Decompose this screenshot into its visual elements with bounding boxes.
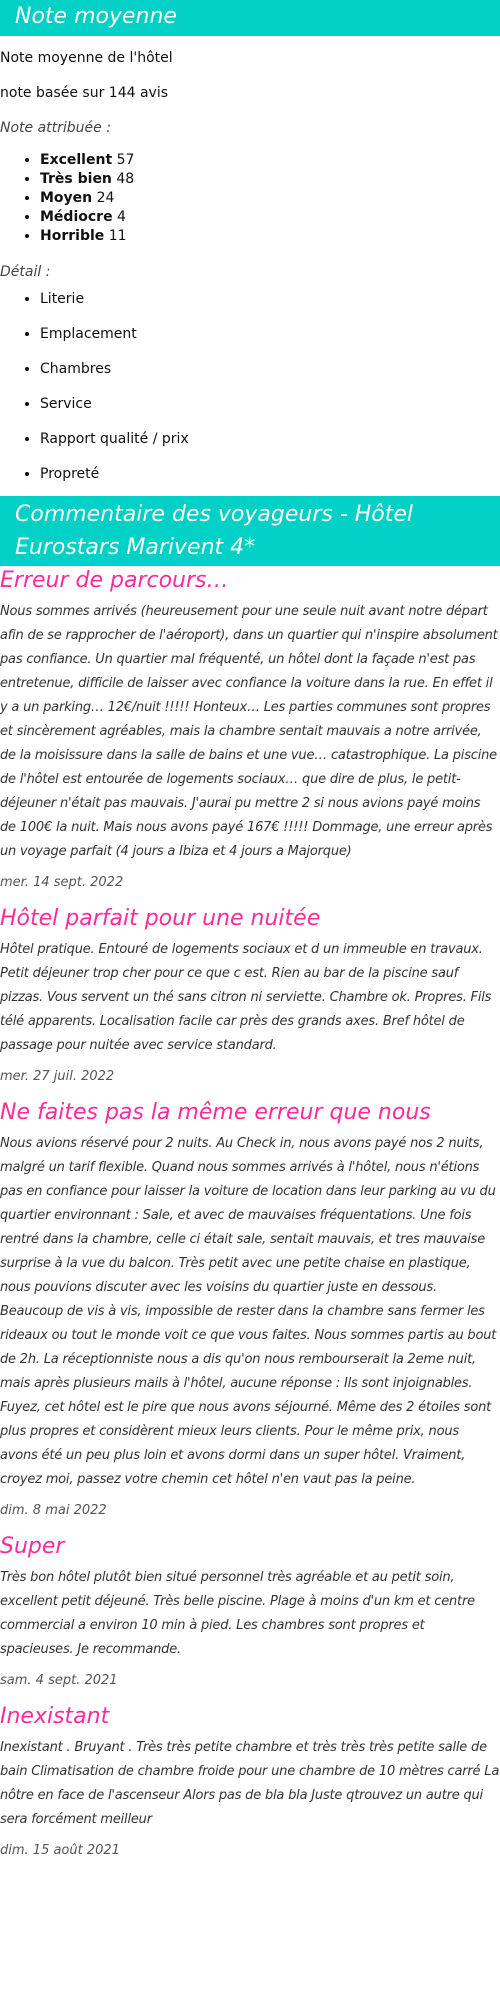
detail-item: • Rapport qualité / prix	[40, 430, 500, 448]
comments-section	[0, 496, 500, 1860]
ratings-list	[0, 151, 500, 246]
details-list	[0, 290, 500, 483]
rating-label: Horrible	[40, 228, 105, 244]
review-title: Super	[0, 1534, 65, 1559]
rating-section	[0, 0, 500, 483]
review-date: mer. 27 juil. 2022	[0, 1069, 115, 1084]
rating-item	[40, 151, 500, 170]
review-title: Erreur de parcours…	[0, 568, 229, 593]
review-date: dim. 8 mai 2022	[0, 1503, 107, 1518]
rating-count: 4	[117, 209, 126, 225]
review-body: Très bon hôtel plutôt bien situé personnel très agréable et au petit soin, excellent petit déjeuné. Très belle piscine. Plage à moins d'un km et centre commercial a environ 10 min à pied. Les chambres sont propres et spacieuses. Je recommande.	[0, 1570, 475, 1657]
rating-label: Excellent	[40, 152, 113, 168]
review-date: mer. 14 sept. 2022	[0, 875, 124, 890]
rating-item	[40, 189, 500, 208]
rating-label: Moyen	[40, 190, 93, 206]
detail-item: • Service	[40, 395, 500, 413]
review	[0, 1098, 500, 1520]
review-date: sam. 4 sept. 2021	[0, 1673, 118, 1688]
ratings-label: Note attribuée :	[0, 120, 111, 136]
rating-item	[40, 227, 500, 246]
review-body: Nous sommes arrivés (heureusement pour une seule nuit avant notre départ afin de se rapprocher de l'aéroport), dans un quartier qui n'inspire absolument pas confiance. Un quartier mal fréquenté, un hôtel dont la façade n'est pas entretenue, difficile de laisser avec confiance la voiture dans la rue. En effet il y a un parking… 12€/nuit !!!!! Honteux… Les parties communes sont propres et sincèrement agréables, mais la chambre sentait mauvais a notre arrivée, de la moisissure dans la salle de bains et une vue… catastrophique. La piscine de l'hôtel est entourée de logements sociaux… que dire de plus, le petit-déjeuner n'était pas mauvais. J'aurai pu mettre 2 si nous avions payé moins de 100€ la nuit. Mais nous avons payé 167€ !!!!! Dommage, une erreur après un voyage parfait (4 jours a Ibiza et 4 jours a Majorque)	[0, 604, 498, 859]
review	[0, 904, 500, 1086]
review-title: Hôtel parfait pour une nuitée	[0, 906, 321, 931]
rating-item	[40, 208, 500, 227]
review-date: dim. 15 août 2021	[0, 1843, 120, 1858]
rating-count: 11	[108, 228, 127, 244]
rating-count: 57	[116, 152, 135, 168]
rating-count: 48	[116, 171, 135, 187]
hotel-rating-label: Note moyenne de l'hôtel	[0, 50, 173, 66]
detail-item: • Literie	[40, 290, 500, 308]
rating-label: Très bien	[40, 171, 112, 187]
review-title: Ne faites pas la même erreur que nous	[0, 1100, 431, 1125]
rating-count: 24	[96, 190, 115, 206]
review-body: Inexistant . Bruyant . Très très petite chambre et très très très petite salle de bain Climatisation de chambre froide pour une chambre de 10 mètres carré La nôtre en face de l'ascenseur Alors pas de bla bla Juste qtrouvez un autre qui sera forcément meilleur	[0, 1740, 500, 1827]
detail-item: • Propreté	[40, 465, 500, 483]
review-title: Inexistant	[0, 1704, 110, 1729]
review	[0, 566, 500, 892]
review-count: note basée sur 144 avis	[0, 85, 169, 101]
review	[0, 1702, 500, 1860]
rating-item	[40, 170, 500, 189]
rating-section-header: Note moyenne	[0, 0, 500, 36]
review-body: Hôtel pratique. Entouré de logements sociaux et d un immeuble en travaux. Petit déjeuner trop cher pour ce que c est. Rien au bar de la piscine sauf pizzas. Vous servent un thé sans citron ni serviette. Chambre ok. Propres. Fils télé apparents. Localisation facile car près des grands axes. Bref hôtel de passage pour nuitée avec service standard.	[0, 942, 492, 1053]
rating-label: Médiocre	[40, 209, 113, 225]
details-label: Détail :	[0, 264, 51, 280]
review-body: Nous avions réservé pour 2 nuits. Au Check in, nous avons payé nos 2 nuits, malgré un tarif flexible. Quand nous sommes arrivés à l'hôtel, nous n'étions pas en confiance pour laisser la voiture de location dans leur parking au vu du quartier environnant : Sale, et avec de mauvaises fréquentations. Une fois rentré dans la chambre, celle ci était sale, sentait mauvais, et tres mauvaise surprise à la vue du balcon. Très petit avec une petite chaise en plastique, nous pouvions discuter avec les voisins du quartier juste en dessous. Beaucoup de vis à vis, impossible de rester dans la chambre sans fermer les rideaux ou tout le monde voit ce que vous faites. Nous sommes partis au bout de 2h. La réceptionniste nous a dis qu'on nous rembourserait la 2eme nuit, mais après plusieurs mails à l'hôtel, aucune réponse : Ils sont injoignables. Fuyez, cet hôtel est le pire que nous avons séjourné. Même des 2 étoiles sont plus propres et considèrent mieux leurs clients. Pour le même prix, nous avons été un peu plus loin et avons dormi dans un super hôtel. Vraiment, croyez moi, passez votre chemin cet hôtel n'en vaut pas la peine.	[0, 1136, 497, 1487]
detail-item: • Chambres	[40, 360, 500, 378]
comments-section-header: Commentaire des voyageurs - Hôtel Eurostars Marivent 4*	[0, 496, 500, 566]
review	[0, 1532, 500, 1690]
detail-item: • Emplacement	[40, 325, 500, 343]
